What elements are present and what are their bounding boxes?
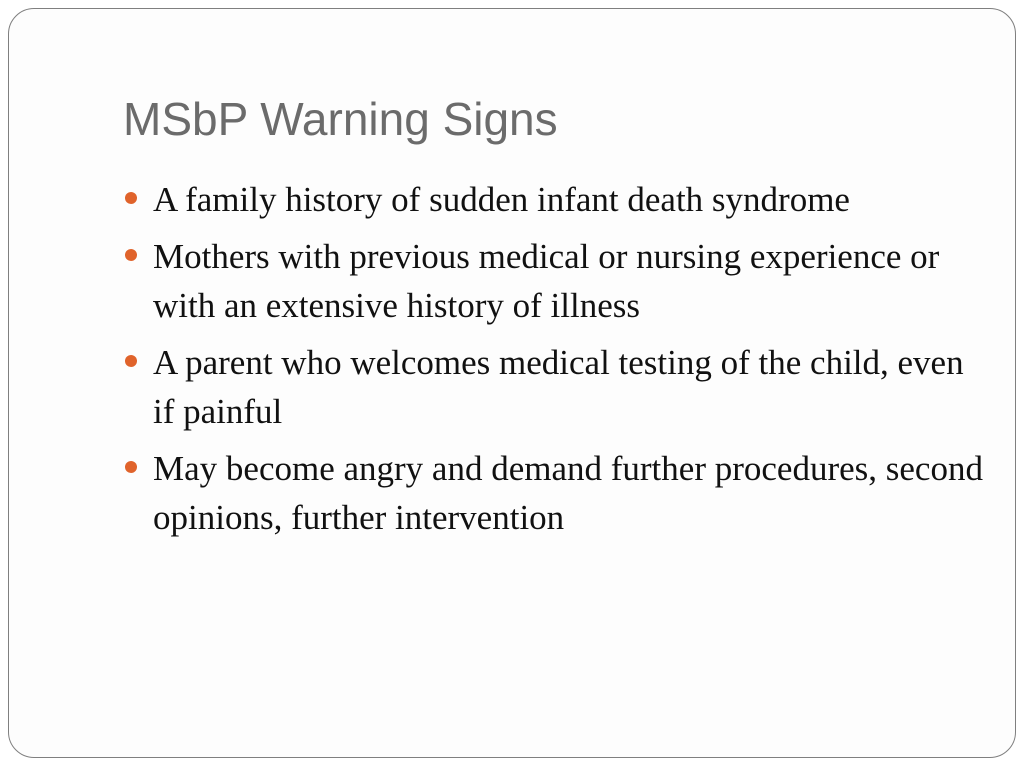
bullet-dot-icon: [125, 461, 137, 473]
bullet-text: May become angry and demand further procedures, second opinions, further intervention: [153, 449, 983, 537]
bullet-dot-icon: [125, 192, 137, 204]
slide-title: MSbP Warning Signs: [123, 93, 558, 145]
bullet-item: [125, 175, 985, 224]
bullet-text: A parent who welcomes medical testing of the child, even if painful: [153, 343, 964, 431]
bullet-item: [125, 444, 985, 542]
bullet-dot-icon: [125, 249, 137, 261]
bullet-text: Mothers with previous medical or nursing experience or with an extensive history of illness: [153, 237, 940, 325]
slide-frame: [8, 8, 1016, 758]
bullet-text: A family history of sudden infant death syndrome: [153, 180, 850, 219]
bullet-list: [125, 175, 985, 550]
bullet-dot-icon: [125, 355, 137, 367]
bullet-item: [125, 338, 985, 436]
bullet-item: [125, 232, 985, 330]
